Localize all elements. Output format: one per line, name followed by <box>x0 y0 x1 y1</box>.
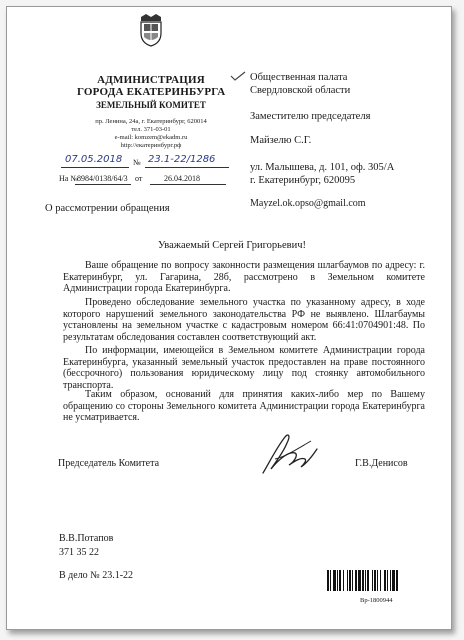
org-email: e-mail: komzem@ekadm.ru <box>114 134 188 141</box>
signatory-title: Председатель Комитета <box>58 458 160 469</box>
org-phone: тел. 371-03-01 <box>131 126 171 133</box>
registration-number-line <box>145 167 229 168</box>
executor-name: В.В.Потапов <box>59 533 114 544</box>
registration-number: 23.1-22/1286 <box>148 154 216 165</box>
reply-number-line <box>75 184 131 185</box>
recipient-email: Mayzel.ok.opso@gmail.com <box>250 198 366 209</box>
barcode-icon <box>327 570 417 591</box>
signatory-name: Г.В.Денисов <box>355 458 408 469</box>
body-paragraph-2: Проведено обследование земельного участка по указанному адресу, в ходе которого нарушений земельного законодательства РФ не выявлено. Шлагбаумы установлены на земельном участке с кадастровым номером 66:41:0704901:48. По результатам обследования составлен соответствующий акт. <box>63 297 425 343</box>
org-address: пр. Ленина, 24а, г. Екатеринбург, 620014 <box>95 118 207 125</box>
registration-date-line <box>61 167 129 168</box>
recipient-org-line2: Свердловской области <box>250 85 351 96</box>
recipient-name: Майзелю С.Г. <box>250 135 312 146</box>
letter-sheet <box>6 6 452 630</box>
reply-prefix: На № <box>59 174 78 183</box>
body-paragraph-4: Таким образом, оснований для принятия каких-либо мер по Вашему обращению со стороны Земельного комитета Администрации города Екатеринбурга не усматривается. <box>63 389 425 423</box>
check-mark-icon <box>230 71 246 81</box>
body-paragraph-1: Ваше обращение по вопросу законности размещения шлагбаумов по адресу: г. Екатеринбург, ул. Гагарина, 28б, рассмотрено в Земельном комитете Администрации города Екатеринбурга. <box>63 260 425 294</box>
org-department: ЗЕМЕЛЬНЫЙ КОМИТЕТ <box>96 100 206 110</box>
city-crest-icon <box>138 13 164 47</box>
org-name-line1: АДМИНИСТРАЦИЯ <box>97 74 205 86</box>
org-name-line2: ГОРОДА ЕКАТЕРИНБУРГА <box>77 86 226 98</box>
registration-no-label: № <box>133 158 141 167</box>
recipient-position: Заместителю председателя <box>250 111 371 122</box>
executor-phone: 371 35 22 <box>59 547 99 558</box>
handwritten-signature-icon <box>255 429 325 479</box>
reply-from-label: от <box>135 174 143 183</box>
registration-date: 07.05.2018 <box>65 154 123 165</box>
reply-date: 26.04.2018 <box>164 174 200 183</box>
body-paragraph-3: По информации, имеющейся в Земельном комитете Администрации города Екатеринбурга, указанный земельный участок предоставлен на праве постоянного (бессрочного) пользования юридическому лицу под стоянку автомобильного транспорта. <box>63 345 425 391</box>
reply-date-line <box>150 184 226 185</box>
letter-greeting: Уважаемый Сергей Григорьевич! <box>158 240 306 251</box>
org-website: http://екатеринбург.рф <box>120 142 182 149</box>
letter-subject: О рассмотрении обращения <box>45 203 170 214</box>
recipient-city: г. Екатеринбург, 620095 <box>250 175 356 186</box>
file-note: В дело № 23.1-22 <box>59 570 134 581</box>
form-code: Вр-1800944 <box>360 597 393 604</box>
reply-number: 8984/0138/64/3 <box>77 174 128 183</box>
recipient-org-line1: Общественная палата <box>250 72 348 83</box>
recipient-street: ул. Малышева, д. 101, оф. 305/А <box>250 162 395 173</box>
